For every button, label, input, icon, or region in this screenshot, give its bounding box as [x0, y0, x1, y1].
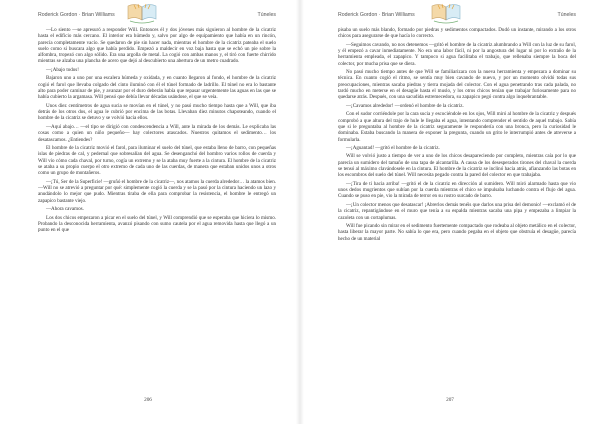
paragraph: —¡Tú, Ser de la Superficie! —gruñó el hombre de la cicatriz—, nos atamos la cuerda alrededor… la atamos bien. —Will no se atrevió a preguntar por qué: simplemente cogió la cuerda y se la pasó por la cintura haciendo un lazo y anudándolo lo mejor que pudo. Mientras tiraba de ella para comprobar la resistencia, el hombre le entregó un zapapico bastante viejo. — [38, 178, 276, 204]
running-head-author: Roderick Gordon · Brian Williams — [38, 12, 115, 18]
running-head-title: Túneles — [557, 12, 576, 18]
paragraph: Con el sudor corriéndole por la cara sucia y escociéndole en los ojos, Will miró al hombre de la cicatriz y después comprobó a que altura del trajo de hule le llegaba el agua, intentando comprender el sentido de aquel trabajo. Sabía que si le preguntaba al hombre de la cicatriz seguramente le respondería con una bronca, pero la curiosidad le dominaba. Estaba buscando la manera de exponer la pregunta, cuando un grito le interrumpió antes de atreverse a formularla. — [338, 111, 576, 143]
page-body — [338, 27, 576, 383]
paragraph: pisaba un suelo más blando, formado por piedras y sedimentos compactados. Dudó un instante, mirando a los otros chicos para asegurarse de que hacía lo correcto. — [338, 27, 576, 40]
paragraph: Will se volvió justo a tiempo de ver a uno de los chicos desapareciendo por completo, mientras caía por lo que parecía un sumidero del tamaño de una tapa de alcantarilla. A causa de los desesperados tirones del chaval la cuerda se tensó al máximo clavándosele en la cintura. El hombre de la cicatriz se inclinó hacia atrás, afianzando las botas en los escombros del suelo del túnel. Will necesita pegado contra la pared del colector en que trabajaba. — [338, 153, 576, 179]
paragraph: —Ahora cavamos. — [46, 206, 84, 213]
paragraph: —Lo siento —se apresuró a responder Will. Entonces él y dos jóvenes más siguieron al hombre de la cicatriz hasta el edificio más cercano. El interior era húmedo y, salvo por algo de equipamiento que había en un rincón, parecía completamente vacío. Se quedaron de pie sin hacer nada, mientras el hombre de la cicatriz pateaba el suelo suelo como si buscara algo que había perdido. Empezó a maldecir en voz baja hasta que se echó un pie sobre la alfombra, tropezó con algo sólido. Era una argolla de metal. La cogió con ambas manos y, el tiró con fuerte chirrido mientras se alzaba una plancha de acero que dejó al descubierto una abertura de un metro cuadrado. — [38, 27, 276, 65]
page-number: 206 — [144, 397, 152, 403]
paragraph: Will fue picando sin mirar en el sedimento fuertemente compactado que rodeaba al objeto metálico en el colector, hasta liberar la mayor parte. No sabía lo que era, pero cuando pegaba en el objeto que obstruía el desagüe, parecía hecho de un material — [338, 223, 576, 242]
paragraph: —¡Cavamos alrededor! —ordenó el hombre de la cicatriz. — [346, 102, 464, 109]
paragraph: Bajaron uno a uno por una escalera húmeda y oxidada, y en cuanto llegaron al fondo, el hombre de la cicatriz cogió el farol que llevaba colgado del cinto iluminó con él el túnel formado de ladrillo. El túnel no era lo bastante alto para poder caminar de pie, y avanzar por el duro deberán había que repasar urgentemente las aguas en las que se había cubierto la argamasa. Will pensó que debía llevar décadas usándose, el que se veía. — [38, 75, 276, 101]
page-number: 207 — [446, 397, 454, 403]
running-head-author: Roderick Gordon · Brian Williams — [338, 12, 415, 18]
page-header — [38, 12, 276, 24]
right-page — [300, 0, 590, 424]
left-page — [0, 0, 290, 424]
paragraph: El hombre de la cicatriz movió el farol, para iluminar el suelo del túnel, que estaba lleno de barro, con pequeñas islas de piedras de cal, y pedernal que sobresalían del agua. Se desenganchó del hombro varios rollos de cuerda y Will vio cómo cada chaval, por turno, cogía un extremo y se la ataba muy fuerte a la cintura. El hombre de la cicatriz se ataba a su propio cuerpo el otro extremo de cada uno de las cuerdas, de manera que estaban unidos unos a otros como un grupo de montañeros. — [38, 144, 276, 177]
paragraph: —Seguimos cavando, no nos detenemos —gritó el hombre de la cicatriz alumbrando a Will con la luz de su farol, y él empezó a cavar inmediatamente. No era una labor fácil, ni por la angostura del lugar ni por lo extraño de la herramienta empleada, el zapapico. Y tampoco si agua facilitaba el trabajo, que rellenaba siempre la boca del colector, por mucha prisa que se diera. — [338, 41, 576, 67]
paragraph: —Aquí abajo… —el tipo se dirigió con condescendencia a Will, ante la mirada de los demás. Le explicaba las cosas como a quien un niño pequeño— hay colectores atascados. Nuestros quitamos el sedimento… los desatascamos. ¿Entiendes? — [38, 123, 276, 143]
page-body — [38, 27, 276, 383]
page-header — [338, 12, 576, 24]
paragraph: —¡Tira de ti hacia arriba! —gritó el de la cicatriz en dirección al sumidero. Will miró alarmado hasta que vio unos dedos mugrientos que subían por la cuerda mientras el chico se impulsaba luchando contra el flujo del agua. Cuando se puso en pie, vio la mirada de terror en su rostro surcado de barro. — [338, 180, 576, 200]
running-head-title: Túneles — [257, 12, 276, 18]
paragraph: —¡Un colector menos que desatascar! ¡Abrerlos demás tenéis que darlos una prisa del demonio! —exclamó el de la cicatriz, repantigándose en el muro que tenía a su espalda mientras sacaba una pipa y empezaba a limpiar la cazoleta con un cortaplumas. — [338, 201, 576, 221]
paragraph: —¡Abajo todos! — [46, 66, 79, 73]
paragraph: Unos diez centímetros de agua sucia se movían en el túnel, y no pasó mucho tiempo hasta que a Will, que iba detrás de los otros dos, el agua le cubrió por encima de las botas. Llevaban diez minutos chapoteando, cuando el hombre de la cicatriz se detuvo y se volvió hacia ellos. — [38, 102, 276, 122]
paragraph: No pasó mucho tiempo antes de que Will se familiarizara con la nueva herramienta y empezara a dominar su técnica. En cuanto cogió el ritmo, se sentía muy bien cavando de nuevo, y por un momento olvidó todas sus preocupaciones, mientras sacaba piedras y tierra mojada del colector. Con el agua penetrando tras cada palada, no tardó mucho en meterse en el desagüe hasta el muslo, y los otros chicos tenían que trabajar furiosamente para no quedarse atrás. Después, con una sacudida estremecedora, su zapapico pegó contra algo inquebrantable. — [338, 69, 576, 101]
paragraph: Los dos chicos empezaron a picar en el suelo del túnel, y Will comprendió que se esperaba que hiciera lo mismo. Probando la desconocida herramienta, avanzó pisando con sumo cautela por el agua removida hasta que llegó a un punto en el que — [38, 214, 276, 234]
paragraph: —¡Aguantad! —gritó el hombre de la cicatriz. — [346, 144, 440, 151]
